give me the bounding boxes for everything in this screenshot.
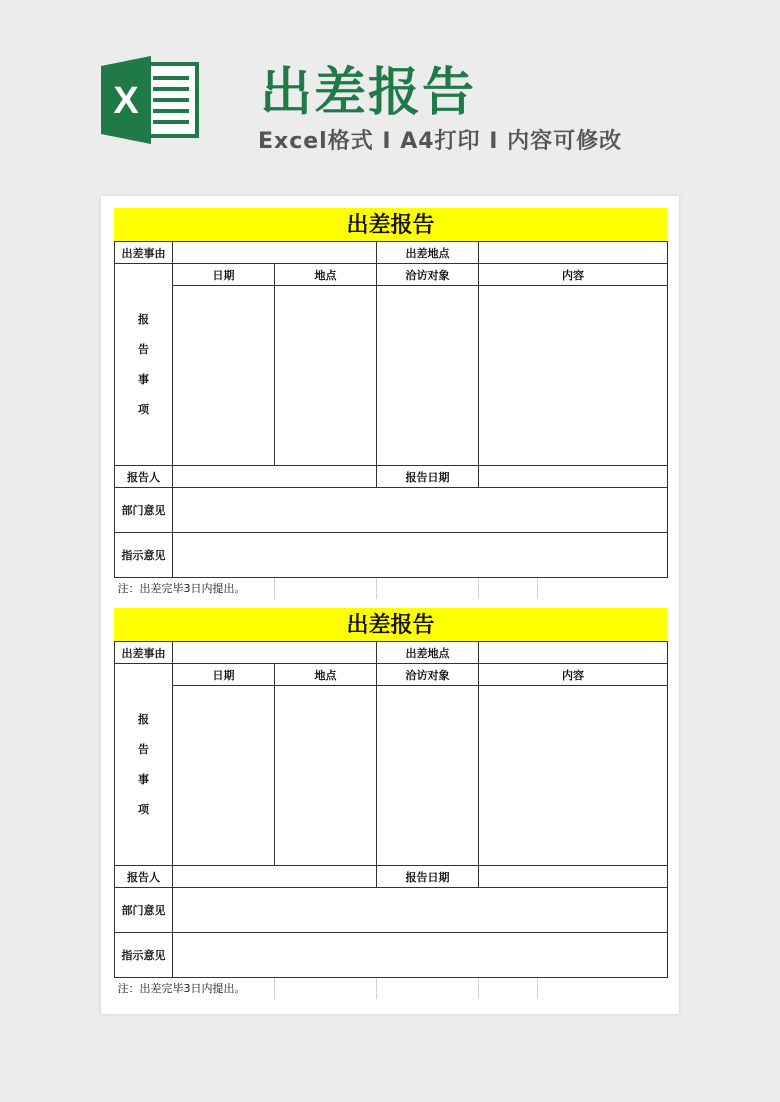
column-contact: 洽访对象 [377,264,479,286]
column-content: 内容 [479,664,668,686]
page-header [0,0,780,190]
contact-entry-cell[interactable] [377,286,479,466]
location-label: 出差地点 [377,642,479,664]
dept-opinion-field[interactable] [173,488,668,533]
page-title: 出差报告 [260,63,477,123]
place-entry-cell[interactable] [275,686,377,866]
report-form [114,608,667,999]
report-date-field[interactable] [479,866,668,888]
instruction-label: 指示意见 [115,533,173,578]
column-date: 日期 [173,264,275,286]
dept-opinion-label: 部门意见 [115,488,173,533]
instruction-field[interactable] [173,933,668,978]
dept-opinion-label: 部门意见 [115,888,173,933]
reporter-label: 报告人 [115,466,173,488]
content-entry-cell[interactable] [479,286,668,466]
report-date-label: 报告日期 [377,466,479,488]
document-page [101,196,679,1014]
excel-icon-letter: X [113,80,139,122]
reporter-label: 报告人 [115,866,173,888]
report-table [114,641,668,999]
form-note: 注：出差完毕3日内提出。 [115,578,275,599]
column-contact: 洽访对象 [377,664,479,686]
report-table [114,241,668,599]
place-entry-cell[interactable] [275,286,377,466]
content-entry-cell[interactable] [479,686,668,866]
form-banner: 出差报告 [114,608,667,641]
reason-field[interactable] [173,242,377,264]
report-date-label: 报告日期 [377,866,479,888]
location-field[interactable] [479,242,668,264]
reporter-field[interactable] [173,866,377,888]
date-entry-cell[interactable] [173,286,275,466]
reason-label: 出差事由 [115,242,173,264]
location-label: 出差地点 [377,242,479,264]
report-form [114,208,667,599]
report-matters-label: 报 告 事 项 [115,664,173,866]
report-date-field[interactable] [479,466,668,488]
excel-icon [101,56,201,144]
date-entry-cell[interactable] [173,686,275,866]
form-note: 注：出差完毕3日内提出。 [115,978,275,999]
location-field[interactable] [479,642,668,664]
reporter-field[interactable] [173,466,377,488]
page-subtitle: Excel格式 I A4打印 I 内容可修改 [258,129,623,154]
reason-field[interactable] [173,642,377,664]
reason-label: 出差事由 [115,642,173,664]
dept-opinion-field[interactable] [173,888,668,933]
column-place: 地点 [275,664,377,686]
form-banner: 出差报告 [114,208,667,241]
column-date: 日期 [173,664,275,686]
instruction-field[interactable] [173,533,668,578]
report-matters-label: 报 告 事 项 [115,264,173,466]
column-place: 地点 [275,264,377,286]
contact-entry-cell[interactable] [377,686,479,866]
column-content: 内容 [479,264,668,286]
instruction-label: 指示意见 [115,933,173,978]
